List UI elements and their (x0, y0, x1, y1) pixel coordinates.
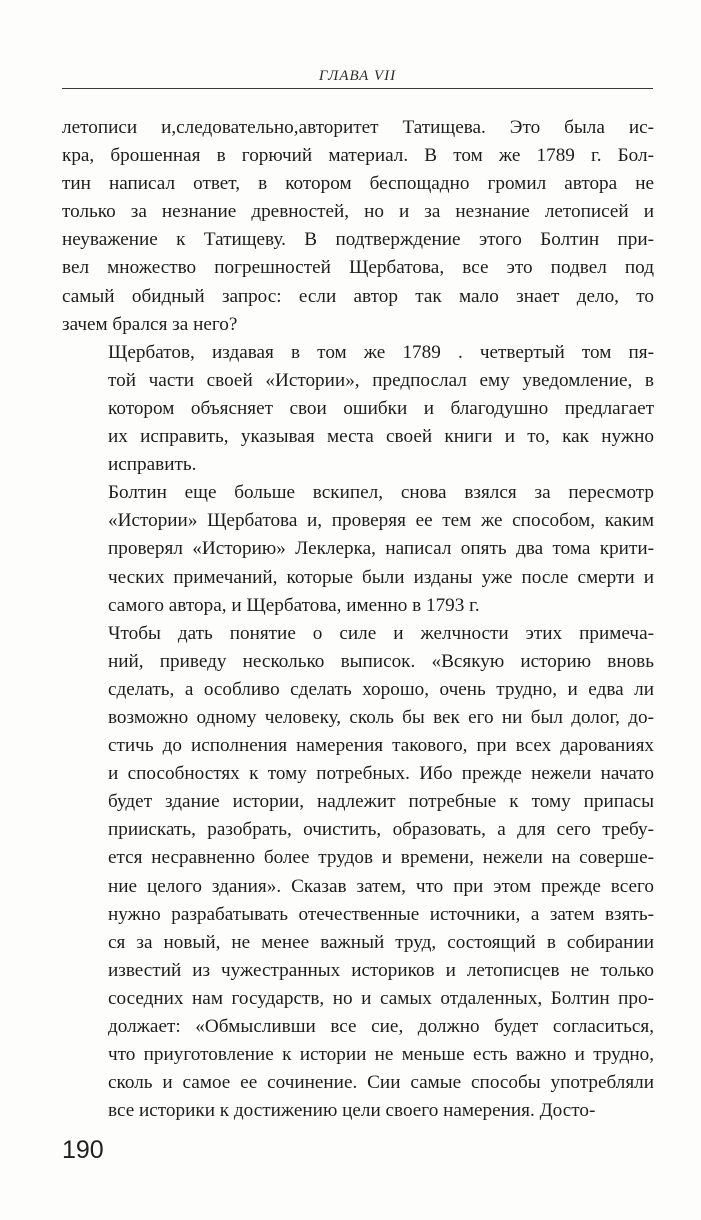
text-line: ется несравненно более трудов и времени, нежели на соверше- (108, 847, 654, 869)
body-text (62, 114, 654, 1125)
text-line: летописи и,следовательно,авторитет Татищева. Это была ис- (62, 117, 654, 138)
text-line: котором объясняет свои ошибки и благодушно предлагает (108, 397, 654, 419)
text-line: и способностях к тому потребных. Ибо прежде нежели начато (108, 763, 654, 785)
text-line: зачем брался за него? (62, 313, 238, 335)
text-line: нужно разрабатывать отечественные источники, а затем взять- (108, 903, 654, 925)
text-line: будет здание истории, надлежит потребные к тому припасы (108, 791, 654, 813)
text-line: Болтин еще больше вскипел, снова взялся за пересмотр (108, 482, 654, 504)
text-line: самого автора, и Щербатова, именно в 1793 г. (108, 594, 480, 616)
text-line: ний, приведу несколько выписок. «Всякую историю вновь (108, 650, 654, 672)
text-line: ческих примечаний, которые были изданы уже после смерти и (108, 566, 654, 588)
paragraph (62, 114, 654, 339)
text-line: той части своей «Истории», предпослал ему уведомление, в (108, 369, 654, 391)
text-line: все историки к достижению цели своего намерения. Досто- (108, 1100, 596, 1122)
paragraph (62, 339, 654, 479)
text-line: Чтобы дать понятие о силе и желчности этих примеча- (108, 622, 654, 644)
text-line: возможно одному человеку, сколь бы век его ни был долог, до- (108, 706, 654, 728)
text-line: вел множество погрешностей Щербатова, все это подвел под (62, 257, 654, 279)
text-line: неуважение к Татищеву. В подтверждение этого Болтин при- (62, 229, 654, 251)
text-line: исправить. (108, 454, 197, 476)
text-line: стичь до исполнения намерения такового, при всех дарованиях (108, 735, 654, 757)
text-line: самый обидный запрос: если автор так мало знает дело, то (62, 285, 654, 307)
text-line: сколь и самое ее сочинение. Сии самые способы употребляли (108, 1072, 654, 1094)
text-line: соседних нам государств, но и самых отдаленных, Болтин про- (108, 987, 654, 1009)
text-line: кра, брошенная в горючий материал. В том же 1789 г. Бол- (62, 145, 654, 167)
text-line: приискать, разобрать, очистить, образовать, а для сего требу- (108, 819, 654, 841)
text-line: известий из чужестранных историков и летописцев не только (108, 959, 654, 981)
chapter-running-head: ГЛАВА VII (62, 66, 653, 89)
text-line: должает: «Обмысливши все сие, должно будет согласиться, (108, 1016, 654, 1037)
paragraph (62, 620, 654, 1126)
text-line: тин написал ответ, в котором беспощадно громил автора не (62, 173, 654, 195)
text-line: ние целого здания». Сказав затем, что при этом прежде всего (108, 875, 654, 897)
text-line: ся за новый, не менее важный труд, состоящий в собирании (108, 931, 654, 953)
text-line: сделать, а особливо сделать хорошо, очень трудно, и едва ли (108, 678, 654, 700)
text-line: что приуготовление к истории не меньше есть важно и трудно, (108, 1044, 654, 1066)
text-line: «Истории» Щербатова и, проверяя ее тем же способом, каким (108, 510, 654, 532)
text-line: проверял «Историю» Леклерка, написал опять два тома крити- (108, 538, 654, 560)
text-line: Щербатов, издавая в том же 1789 . четвертый том пя- (108, 341, 654, 363)
page-number: 190 (62, 1136, 104, 1164)
paragraph (62, 479, 654, 619)
text-line: только за незнание древностей, но и за незнание летописей и (62, 201, 654, 223)
text-line: их исправить, указывая места своей книги и то, как нужно (108, 426, 654, 448)
